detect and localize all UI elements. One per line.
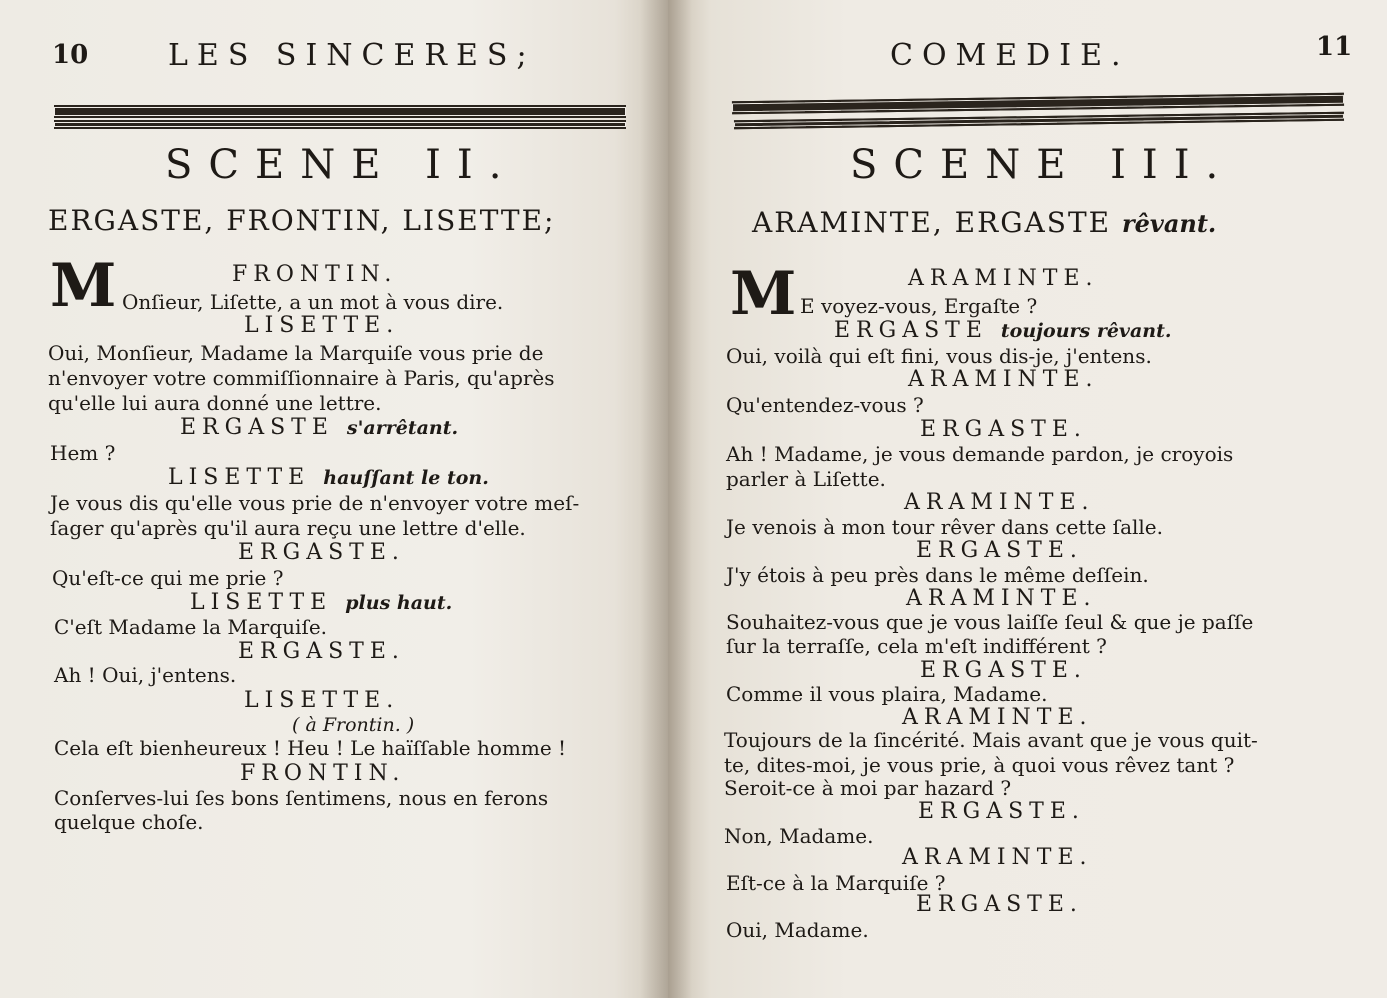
dialogue-line: Oui, Madame. bbox=[726, 918, 869, 942]
running-head: COMEDIE. bbox=[890, 38, 1130, 73]
header-rule-thin bbox=[734, 112, 1344, 130]
dialogue-line: Hem ? bbox=[50, 441, 116, 465]
dialogue-line: Eſt-ce à la Marquiſe ? bbox=[726, 871, 946, 895]
dialogue-line: C'eſt Madame la Marquiſe. bbox=[54, 615, 328, 639]
dialogue-line: te, dites-moi, je vous prie, à quoi vous rêvez tant ? bbox=[724, 753, 1235, 777]
speaker-name: LISETTE hauſſant le ton. bbox=[168, 465, 489, 490]
dialogue-line: quelque choſe. bbox=[54, 810, 204, 834]
cast-list: ARAMINTE, ERGASTE rêvant. bbox=[752, 206, 1217, 239]
dialogue-line: parler à Liſette. bbox=[726, 467, 886, 491]
dialogue-line: Conſerves-lui ſes bons ſentimens, nous en ferons bbox=[54, 786, 549, 810]
speaker-name: ERGASTE toujours rêvant. bbox=[834, 318, 1172, 343]
page-number: 11 bbox=[1316, 32, 1353, 62]
header-rule-thin bbox=[54, 120, 626, 129]
stage-direction: hauſſant le ton. bbox=[323, 467, 489, 489]
stage-direction: rêvant. bbox=[1121, 209, 1217, 238]
speaker-name: LISETTE. bbox=[244, 688, 400, 713]
speaker-name: ERGASTE. bbox=[916, 538, 1083, 563]
dialogue-line: E voyez-vous, Ergaſte ? bbox=[800, 294, 1038, 318]
dialogue-line: Comme il vous plaira, Madame. bbox=[726, 682, 1048, 706]
dialogue-line: Ah ! Madame, je vous demande pardon, je croyois bbox=[726, 442, 1234, 466]
speaker-name: LISETTE. bbox=[244, 313, 400, 338]
dialogue-line: Qu'entendez-vous ? bbox=[726, 393, 924, 417]
stage-direction: toujours rêvant. bbox=[1000, 320, 1172, 342]
cast-list: ERGASTE, FRONTIN, LISETTE; bbox=[48, 204, 556, 237]
drop-cap: M bbox=[50, 251, 117, 321]
header-rule bbox=[732, 93, 1344, 115]
speaker-name: ARAMINTE. bbox=[902, 705, 1093, 730]
dialogue-line: J'y étois à peu près dans le même deſſein. bbox=[726, 563, 1149, 587]
right-page bbox=[668, 0, 1387, 998]
dialogue-line: qu'elle lui aura donné une lettre. bbox=[48, 391, 382, 415]
drop-cap: M bbox=[730, 259, 797, 329]
left-page bbox=[0, 0, 668, 998]
stage-direction: s'arrêtant. bbox=[346, 417, 459, 439]
speaker-name: ARAMINTE. bbox=[908, 367, 1099, 392]
dialogue-line: ſager qu'après qu'il aura reçu une lettre d'elle. bbox=[50, 516, 526, 540]
speaker-name: ERGASTE. bbox=[920, 417, 1087, 442]
scene-title: SCENE II. bbox=[165, 142, 518, 188]
dialogue-line: Seroit-ce à moi par hazard ? bbox=[724, 776, 1012, 800]
header-rule bbox=[54, 105, 626, 118]
dialogue-line: ſur la terraſſe, cela m'eſt indifférent ? bbox=[726, 634, 1107, 658]
speaker-name: FRONTIN. bbox=[240, 761, 406, 786]
speaker-name: ARAMINTE. bbox=[902, 845, 1093, 870]
dialogue-line: Non, Madame. bbox=[724, 824, 874, 848]
dialogue-line: Qu'eſt-ce qui me prie ? bbox=[52, 566, 284, 590]
dialogue-line: Toujours de la ſincérité. Mais avant que je vous quit- bbox=[724, 728, 1258, 752]
speaker-name: ERGASTE s'arrêtant. bbox=[180, 415, 459, 440]
dialogue-line: n'envoyer votre commiſſionnaire à Paris, qu'après bbox=[48, 366, 555, 390]
speaker-name: ERGASTE. bbox=[238, 540, 405, 565]
speaker-name: ERGASTE. bbox=[918, 799, 1085, 824]
speaker-name: ARAMINTE. bbox=[906, 586, 1097, 611]
running-head: LES SINCERES; bbox=[168, 38, 536, 73]
speaker-name: ARAMINTE. bbox=[908, 266, 1099, 291]
dialogue-line: Onſieur, Liſette, a un mot à vous dire. bbox=[122, 290, 504, 314]
stage-direction: plus haut. bbox=[345, 592, 453, 614]
speaker-name: ERGASTE. bbox=[238, 639, 405, 664]
dialogue-line: Ah ! Oui, j'entens. bbox=[54, 663, 237, 687]
scene-title: SCENE III. bbox=[850, 142, 1235, 188]
dialogue-line: Souhaitez-vous que je vous laiſſe ſeul & que je paſſe bbox=[726, 610, 1254, 634]
stage-direction: ( à Frontin. ) bbox=[292, 714, 415, 736]
speaker-name: FRONTIN. bbox=[232, 262, 398, 287]
dialogue-line: Oui, voilà qui eſt fini, vous dis-je, j'entens. bbox=[726, 344, 1152, 368]
speaker-name: ERGASTE. bbox=[916, 892, 1083, 917]
speaker-name: ARAMINTE. bbox=[904, 490, 1095, 515]
speaker-name: ERGASTE. bbox=[920, 658, 1087, 683]
dialogue-line: Oui, Monſieur, Madame la Marquiſe vous prie de bbox=[48, 341, 544, 365]
dialogue-line: Cela eſt bienheureux ! Heu ! Le haïſſable homme ! bbox=[54, 736, 567, 760]
dialogue-line: Je venois à mon tour rêver dans cette ſalle. bbox=[726, 515, 1163, 539]
page-number: 10 bbox=[52, 40, 89, 70]
speaker-name: LISETTE plus haut. bbox=[190, 590, 453, 615]
dialogue-line: Je vous dis qu'elle vous prie de n'envoyer votre meſ- bbox=[50, 491, 580, 515]
